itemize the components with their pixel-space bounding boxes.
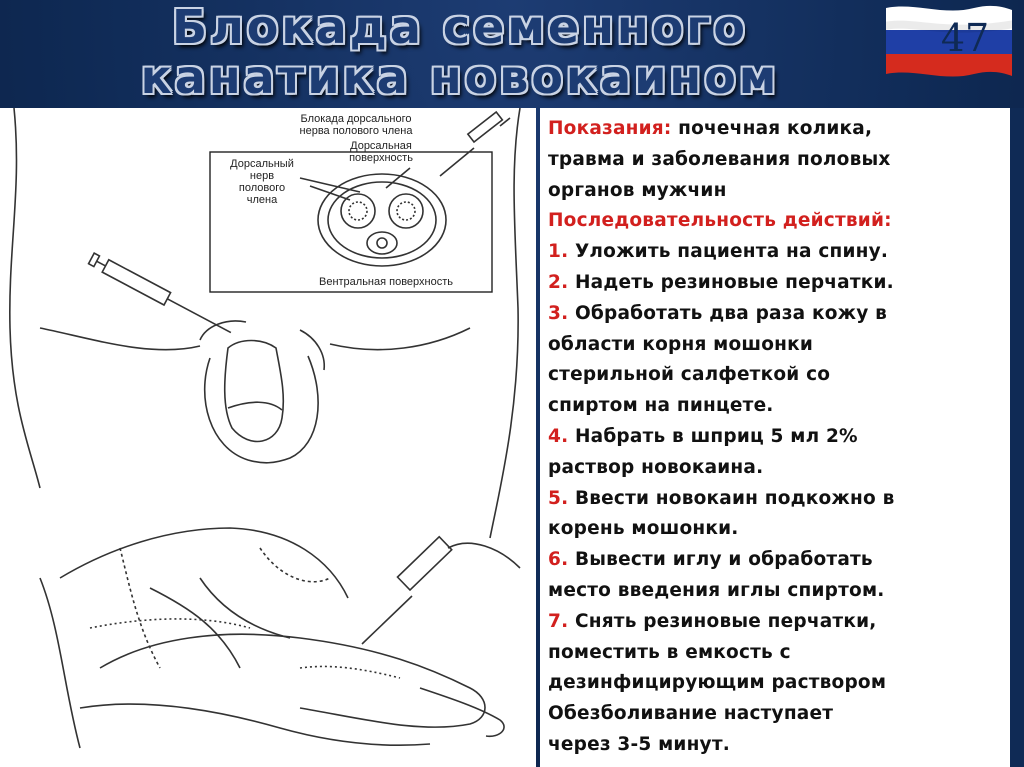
- step-7: 7. Снять резиновые перчатки, поместить в емкость с дезинфицирующим раствором: [548, 610, 887, 694]
- medical-illustration: [0, 108, 536, 767]
- step-6: 6. Вывести иглу и обработать место введения иглы спиртом.: [548, 549, 885, 601]
- step-3: 3. Обработать два раза кожу в области корня мошонки стерильной салфеткой со спиртом на пинцете.: [548, 302, 888, 417]
- sequence-label: Последовательность действий:: [548, 210, 892, 232]
- inset-label-ventral: Вентральная поверхность: [318, 276, 454, 288]
- syringe-bottom: [362, 537, 520, 644]
- body-outline-right: [490, 108, 520, 538]
- step-5: 5. Ввести новокаин подкожно в корень мошонки.: [548, 487, 895, 540]
- inset-label-dorsal-nerve: Дорсальный нерв полового члена: [230, 158, 294, 206]
- indications-line-2: травма и заболевания половых: [548, 148, 891, 170]
- penis-cross-section-outer: [318, 174, 446, 266]
- anesthesia-line-1: Обезболивание наступает: [548, 703, 834, 725]
- slide-title-line-1: Блокада семенного: [172, 0, 748, 54]
- right-border-strip: [1010, 108, 1024, 767]
- body-outline-left: [10, 108, 40, 488]
- slide-title-line-2: канатика новокаином: [140, 50, 780, 104]
- slide-title: [40, 2, 880, 102]
- procedure-drawing: [0, 108, 536, 767]
- step-4: 4. Набрать в шприц 5 мл 2% раствор новокаина.: [548, 425, 858, 478]
- thigh-right: [330, 328, 470, 350]
- indications-line-3: органов мужчин: [548, 179, 727, 201]
- inset-label-top: Блокада дорсального нерва полового члена: [299, 113, 413, 137]
- penis-shape: [225, 341, 284, 442]
- indications-label: Показания:: [548, 118, 672, 139]
- text-panel: [540, 108, 1010, 767]
- slide-number: 47: [940, 16, 990, 60]
- indications-line-1: Показания: почечная колика,: [548, 118, 873, 139]
- step-1: 1. Уложить пациента на спину.: [548, 241, 889, 263]
- procedure-text: [548, 114, 1004, 761]
- step-2: 2. Надеть резиновые перчатки.: [548, 271, 894, 293]
- anesthesia-line-2: через 3-5 минут.: [548, 733, 730, 755]
- thigh-left: [40, 328, 200, 350]
- inset-label-dorsal-surface: Дорсальная поверхность: [349, 140, 413, 164]
